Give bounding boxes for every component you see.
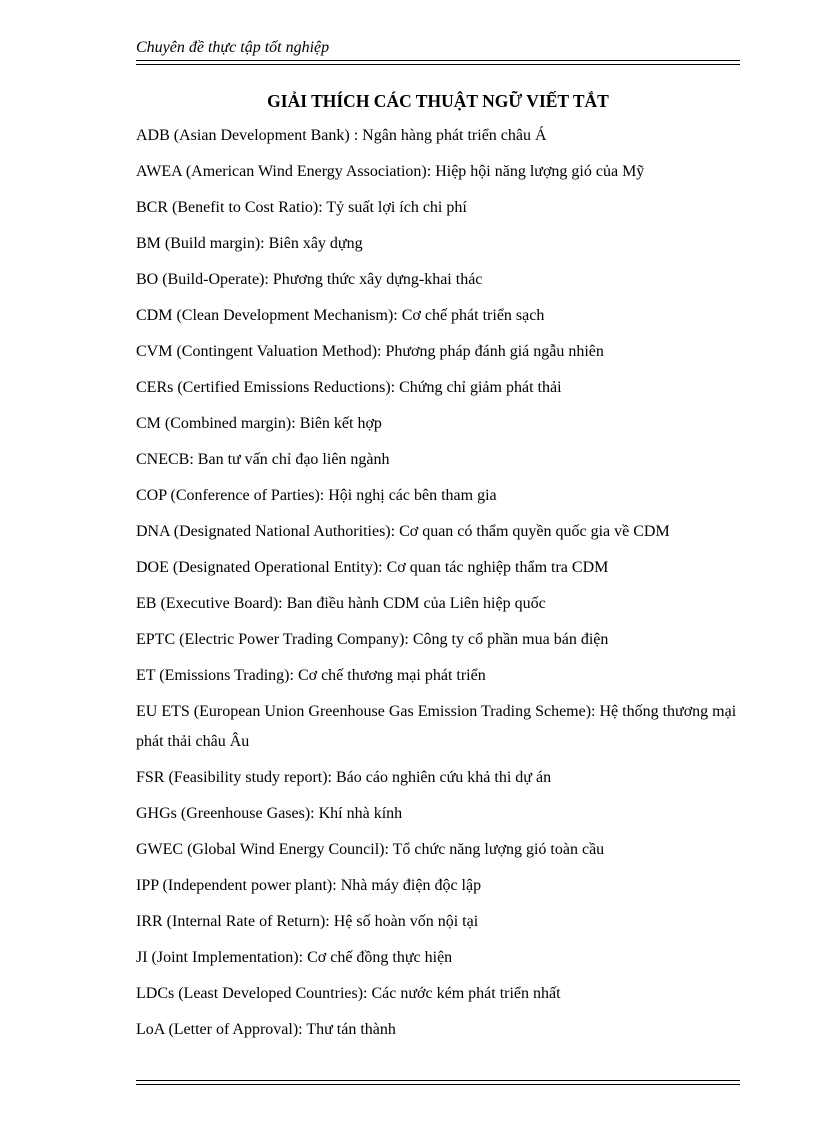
abbreviation-entry-bcr: BCR (Benefit to Cost Ratio): Tỷ suất lợi ích chi phí xyxy=(136,199,467,216)
abbreviation-entry-ghgs: GHGs (Greenhouse Gases): Khí nhà kính xyxy=(136,805,403,822)
abbreviation-entry-dna: DNA (Designated National Authorities): Cơ quan có thẩm quyền quốc gia về CDM xyxy=(136,523,670,540)
abbreviation-entry-doe: DOE (Designated Operational Entity): Cơ quan tác nghiệp thẩm tra CDM xyxy=(136,559,609,576)
footer-rule-upper xyxy=(136,1080,740,1081)
page-footer xyxy=(136,1080,740,1090)
abbreviation-entry-bm: BM (Build margin): Biên xây dựng xyxy=(136,235,363,252)
abbreviation-entry-irr: IRR (Internal Rate of Return): Hệ số hoàn vốn nội tại xyxy=(136,913,479,930)
abbreviation-entry-fsr: FSR (Feasibility study report): Báo cáo nghiên cứu khả thi dự án xyxy=(136,769,552,786)
abbreviation-entry-ji: JI (Joint Implementation): Cơ chế đồng thực hiện xyxy=(136,949,453,966)
abbreviation-entry-ipp: IPP (Independent power plant): Nhà máy điện độc lập xyxy=(136,877,482,894)
abbreviation-entry-cers: CERs (Certified Emissions Reductions): Chứng chỉ giảm phát thải xyxy=(136,379,562,396)
abbreviation-entry-cdm: CDM (Clean Development Mechanism): Cơ chế phát triển sạch xyxy=(136,307,545,324)
abbreviation-entry-cnecb: CNECB: Ban tư vấn chỉ đạo liên ngành xyxy=(136,451,390,468)
abbreviation-list xyxy=(136,118,740,1048)
abbreviation-entry-cm: CM (Combined margin): Biên kết hợp xyxy=(136,415,382,432)
header-rule-lower xyxy=(136,64,740,65)
abbreviation-entry-eb: EB (Executive Board): Ban điều hành CDM của Liên hiệp quốc xyxy=(136,595,546,612)
header-rule-upper xyxy=(136,60,740,61)
footer-rule-lower xyxy=(136,1084,740,1085)
abbreviation-entry-et: ET (Emissions Trading): Cơ chế thương mại phát triển xyxy=(136,667,486,684)
abbreviation-entry-bo: BO (Build-Operate): Phương thức xây dựng-khai thác xyxy=(136,271,483,288)
abbreviation-entry-ldcs: LDCs (Least Developed Countries): Các nước kém phát triển nhất xyxy=(136,985,561,1002)
abbreviation-entry-loa: LoA (Letter of Approval): Thư tán thành xyxy=(136,1021,396,1038)
abbreviation-entry-awea: AWEA (American Wind Energy Association): Hiệp hội năng lượng gió của Mỹ xyxy=(136,163,645,180)
abbreviation-entry-cop: COP (Conference of Parties): Hội nghị các bên tham gia xyxy=(136,487,497,504)
abbreviation-entry-adb: ADB (Asian Development Bank) : Ngân hàng phát triển châu Á xyxy=(136,127,547,144)
page-header xyxy=(136,38,740,58)
abbreviation-entry-eu-ets: EU ETS (European Union Greenhouse Gas Emission Trading Scheme): Hệ thống thương mại phát thải châu Âu xyxy=(136,703,737,750)
abbreviation-entry-gwec: GWEC (Global Wind Energy Council): Tổ chức năng lượng gió toàn cầu xyxy=(136,841,605,858)
running-header-title: Chuyên đề thực tập tốt nghiệp xyxy=(136,39,330,56)
page-title: GIẢI THÍCH CÁC THUẬT NGỮ VIẾT TẮT xyxy=(267,91,609,111)
abbreviation-entry-eptc: EPTC (Electric Power Trading Company): Công ty cổ phần mua bán điện xyxy=(136,631,609,648)
abbreviation-entry-cvm: CVM (Contingent Valuation Method): Phương pháp đánh giá ngẫu nhiên xyxy=(136,343,604,360)
